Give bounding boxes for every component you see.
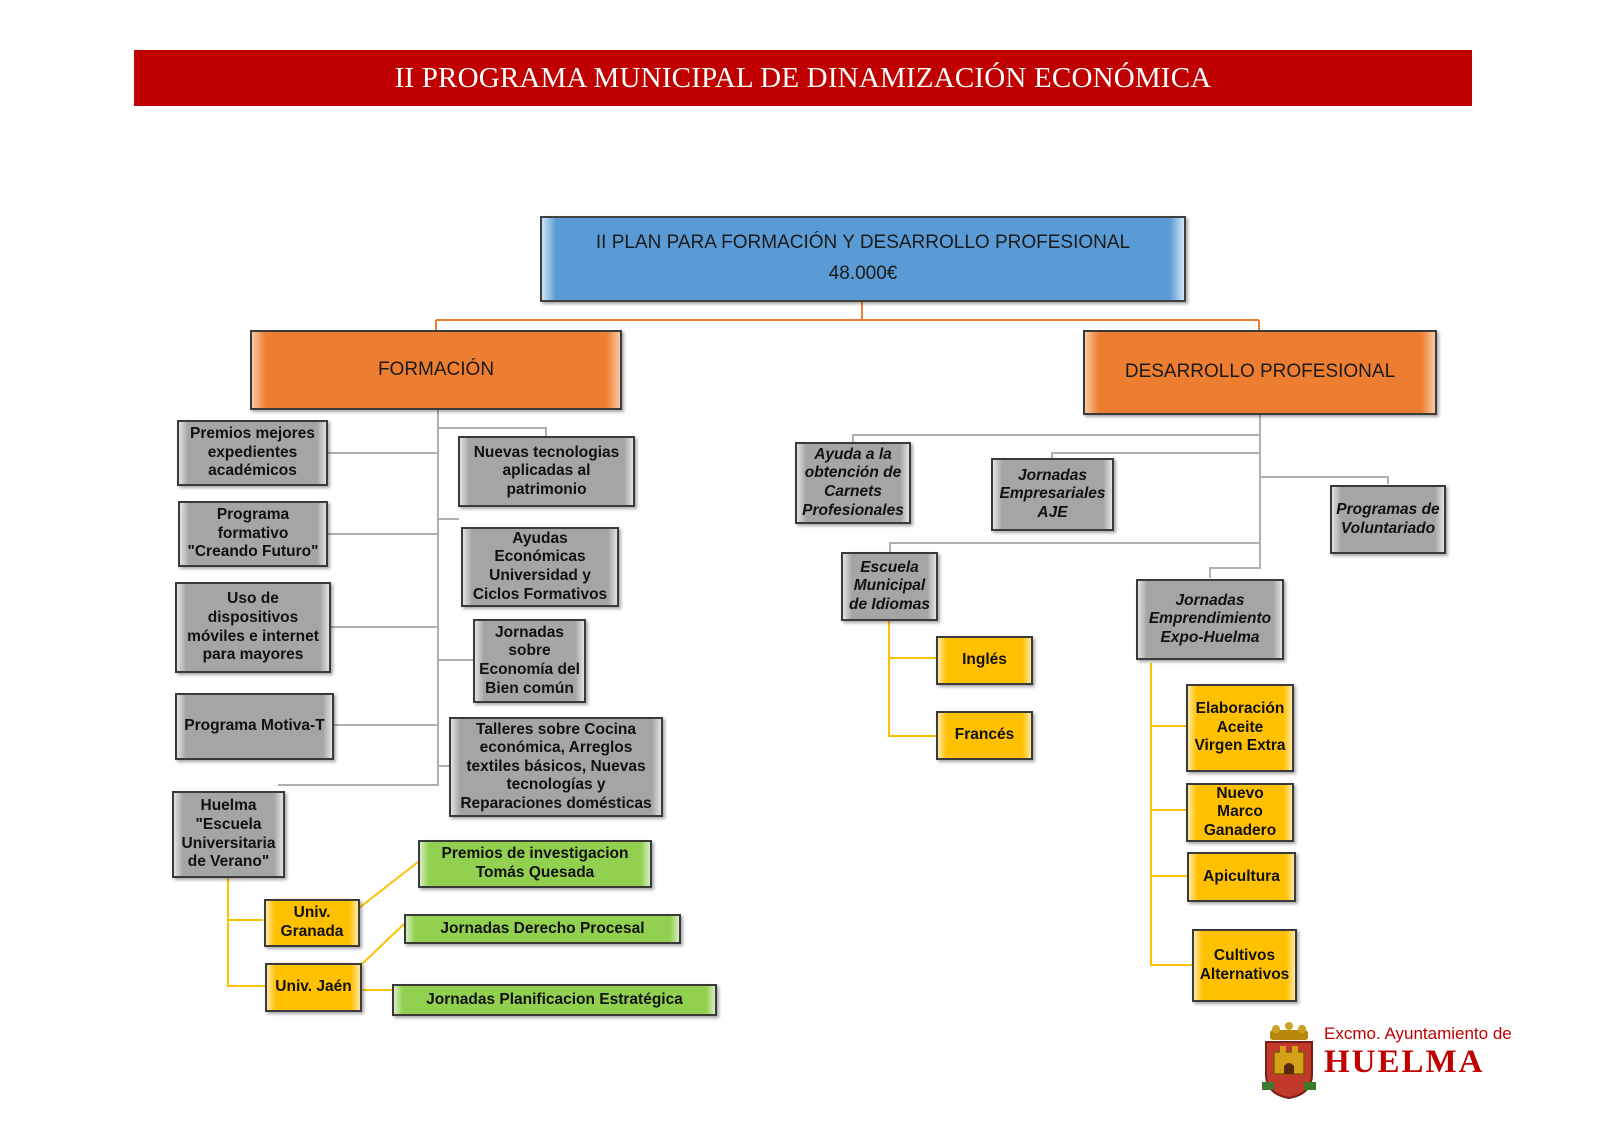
huelma-logo (1260, 1022, 1560, 1102)
marco-ganadero-box (1186, 783, 1294, 842)
formacion-box (250, 330, 622, 410)
coat-of-arms-icon (1260, 1022, 1318, 1100)
box-text-line: Alternativos (1199, 965, 1290, 983)
ayudas-economicas-box (461, 527, 619, 607)
box-text-line: AJE (1037, 503, 1068, 521)
box-text-line: expedientes (207, 443, 298, 461)
box-text-line: Universidad y (489, 567, 591, 584)
expo-huelma-box (1136, 579, 1284, 660)
box-text-line: móviles e internet (187, 627, 319, 645)
box-text-line: Programas de (1336, 500, 1440, 518)
box-text-line: Empresariales (999, 485, 1106, 503)
box-text-line: Cultivos (1213, 946, 1276, 964)
box-text-line: Premios mejores (190, 425, 315, 443)
banner-title: II PROGRAMA MUNICIPAL DE DINAMIZACIÓN ECONÓMICA (394, 61, 1212, 94)
box-text-line: Emprendimiento (1148, 610, 1272, 628)
dispositivos-mayores-box (175, 582, 331, 673)
box-text-line: Univ. (293, 904, 331, 922)
box-text-line: Inglés (962, 651, 1007, 669)
box-text-line: Jornadas (495, 623, 564, 641)
box-text-line: Jornadas (1175, 591, 1245, 609)
cultivos-box (1192, 929, 1297, 1002)
escuela-verano-box (172, 791, 285, 878)
box-text-line: académicos (208, 462, 297, 480)
box-text-line: Elaboración (1195, 700, 1285, 718)
motiva-t-box (175, 693, 334, 760)
sub-connectors (228, 621, 1192, 990)
box-text-line: Apicultura (1203, 867, 1280, 885)
box-text-line: Tomás Quesada (475, 864, 595, 881)
root-plan-box (540, 216, 1186, 302)
apicultura-box (1187, 852, 1296, 902)
escuela-idiomas-box (841, 552, 938, 621)
box-text-line: Voluntariado (1340, 519, 1436, 537)
box-text-line: Ciclos Formativos (472, 585, 608, 603)
box-text-line: Ganadero (1203, 821, 1277, 839)
box-text-line: Programa Motiva-T (184, 717, 325, 735)
box-text-line: Univ. Jaén (275, 978, 352, 996)
desarrollo-label: DESARROLLO PROFESIONAL (1124, 361, 1396, 383)
box-text-line: Virgen Extra (1194, 737, 1286, 755)
box-text-line: textiles básicos, Nuevas (466, 757, 646, 775)
box-text-line: sobre (508, 642, 551, 660)
talleres-box (449, 717, 663, 817)
box-text-line: Huelma (200, 797, 257, 815)
box-text-line: Municipal (853, 577, 926, 595)
box-text-line: Francés (954, 726, 1015, 744)
jornadas-planificacion-box (392, 984, 717, 1016)
box-text-line: Premios de investigacion (441, 845, 629, 863)
jornadas-derecho-procesal-box (404, 914, 681, 944)
jornadas-aje-box (991, 458, 1114, 531)
ingles-box (936, 636, 1033, 685)
creando-futuro-box (178, 501, 328, 567)
premios-expedientes-box (177, 420, 328, 486)
box-text-line: para mayores (202, 646, 304, 664)
univ-granada-box (264, 899, 360, 947)
box-text-line: Ayuda a la (814, 445, 892, 463)
box-text-line: patrimonio (506, 480, 587, 498)
box-text-line: "Escuela (195, 815, 262, 833)
box-text-line: Económicas (494, 548, 586, 566)
premios-investigacion-box (418, 840, 652, 888)
box-text-line: Uso de (227, 590, 279, 608)
formacion-label: FORMACIÓN (377, 358, 495, 380)
box-text-line: económica, Arreglos (479, 739, 633, 757)
box-text-line: Talleres sobre Cocina (476, 720, 636, 738)
box-text-line: Expo-Huelma (1160, 628, 1260, 646)
box-text-line: Nuevo (1216, 784, 1264, 802)
desarrollo-box (1083, 330, 1437, 415)
box-text-line: Programa (216, 506, 290, 524)
box-text-line: Nuevas tecnologias (473, 443, 620, 461)
logo-line-1: Excmo. Ayuntamiento de (1324, 1024, 1512, 1043)
root-connectors (436, 302, 1259, 330)
ayuda-carnets-box (795, 442, 911, 524)
univ-jaen-box (265, 963, 362, 1012)
box-text-line: "Creando Futuro" (187, 543, 319, 561)
box-text-line: formativo (217, 524, 289, 542)
box-text-line: Universitaria (181, 834, 276, 852)
box-text-line: Ayudas (512, 529, 568, 547)
box-text-line: de Verano" (187, 853, 270, 871)
box-text-line: aplicadas al (502, 462, 591, 480)
box-text-line: Aceite (1216, 718, 1264, 736)
nuevas-tecnologias-box (458, 436, 635, 507)
logo-line-2: HUELMA (1324, 1044, 1485, 1080)
box-text-line: Profesionales (802, 501, 904, 519)
root-amount: 48.000€ (828, 263, 898, 284)
box-text-line: dispositivos (207, 608, 299, 626)
box-text-line: Jornadas (1018, 466, 1087, 484)
box-text-line: Bien común (485, 679, 574, 697)
box-text-line: Economía del (479, 661, 580, 678)
box-text-line: Carnets (824, 483, 882, 500)
programas-voluntariado-box (1330, 485, 1446, 554)
box-text-line: Granada (280, 923, 344, 940)
box-text-line: Jornadas Planificacion Estratégica (426, 990, 683, 1008)
frances-box (936, 711, 1033, 760)
box-text-line: Marco (1217, 803, 1263, 821)
box-text-line: obtención de (804, 464, 902, 482)
aceite-box (1186, 684, 1294, 772)
economia-bien-comun-box (473, 619, 586, 703)
box-text-line: tecnologías y (506, 776, 606, 794)
box-text-line: Escuela (860, 558, 919, 576)
box-text-line: Jornadas Derecho Procesal (440, 919, 645, 937)
root-title: II PLAN PARA FORMACIÓN Y DESARROLLO PROFESIONAL (595, 232, 1131, 254)
box-text-line: Reparaciones domésticas (460, 794, 652, 812)
box-text-line: de Idiomas (849, 595, 930, 613)
